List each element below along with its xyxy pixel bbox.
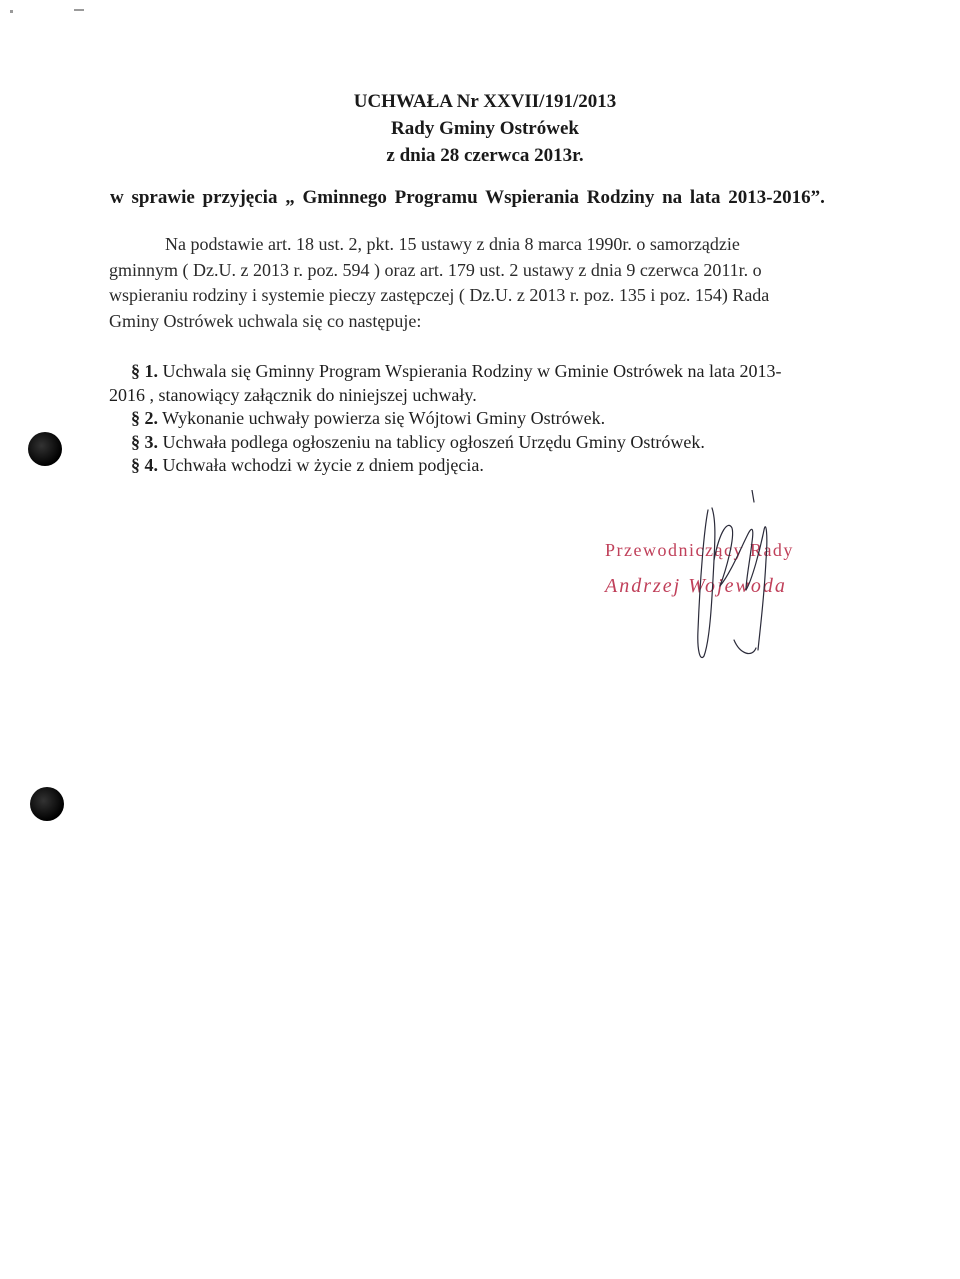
council-name: Rady Gminy Ostrówek bbox=[391, 118, 579, 139]
paragraph-text: Wykonanie uchwały powierza się Wójtowi Gminy Ostrówek. bbox=[158, 408, 606, 428]
legal-basis-line-3: wspieraniu rodziny i systemie pieczy zastępczej ( Dz.U. z 2013 r. poz. 135 i poz. 154) Rada bbox=[109, 285, 770, 305]
punch-hole-upper bbox=[28, 432, 62, 466]
resolution-date: z dnia 28 czerwca 2013r. bbox=[386, 145, 584, 166]
handwritten-signature bbox=[660, 490, 800, 670]
resolution-paragraphs bbox=[109, 360, 849, 478]
stamp-name: Andrzej Wojewoda bbox=[605, 575, 787, 597]
paragraph-number: § 2. bbox=[131, 408, 158, 428]
paragraph-2 bbox=[109, 407, 849, 431]
paragraph-number: § 4. bbox=[131, 455, 158, 475]
punch-hole-lower bbox=[30, 787, 64, 821]
legal-basis-line-4: Gminy Ostrówek uchwala się co następuje: bbox=[109, 310, 422, 331]
resolution-number: UCHWAŁA Nr XXVII/191/2013 bbox=[353, 91, 617, 112]
paragraph-text: Uchwala się Gminny Program Wspierania Rodziny w Gminie Ostrówek na lata 2013- bbox=[158, 361, 782, 381]
stamp-title: Przewodniczący Rady bbox=[605, 540, 794, 560]
paragraph-4 bbox=[109, 454, 849, 478]
scan-mark-left bbox=[10, 10, 13, 13]
paragraph-text: Uchwała wchodzi w życie z dniem podjęcia. bbox=[158, 455, 484, 475]
paragraph-3 bbox=[109, 431, 849, 455]
resolution-subject: w sprawie przyjęcia „ Gminnego Programu Wspierania Rodziny na lata 2013-2016”. bbox=[110, 187, 825, 208]
paragraph-1 bbox=[109, 360, 849, 384]
paragraph-number: § 1. bbox=[131, 361, 158, 381]
resolution-header bbox=[0, 88, 960, 169]
scan-mark-right bbox=[74, 9, 84, 11]
legal-basis-line-2: gminnym ( Dz.U. z 2013 r. poz. 594 ) oraz art. 179 ust. 2 ustawy z dnia 9 czerwca 2011r. o bbox=[109, 259, 762, 280]
legal-basis bbox=[109, 232, 839, 334]
paragraph-number: § 3. bbox=[131, 431, 158, 452]
paragraph-text: Uchwała podlega ogłoszeniu na tablicy ogłoszeń Urzędu Gminy Ostrówek. bbox=[158, 431, 705, 452]
paragraph-1-continuation: 2016 , stanowiący załącznik do niniejszej uchwały. bbox=[109, 384, 477, 405]
legal-basis-line-1: Na podstawie art. 18 ust. 2, pkt. 15 ustawy z dnia 8 marca 1990r. o samorządzie bbox=[165, 234, 740, 254]
